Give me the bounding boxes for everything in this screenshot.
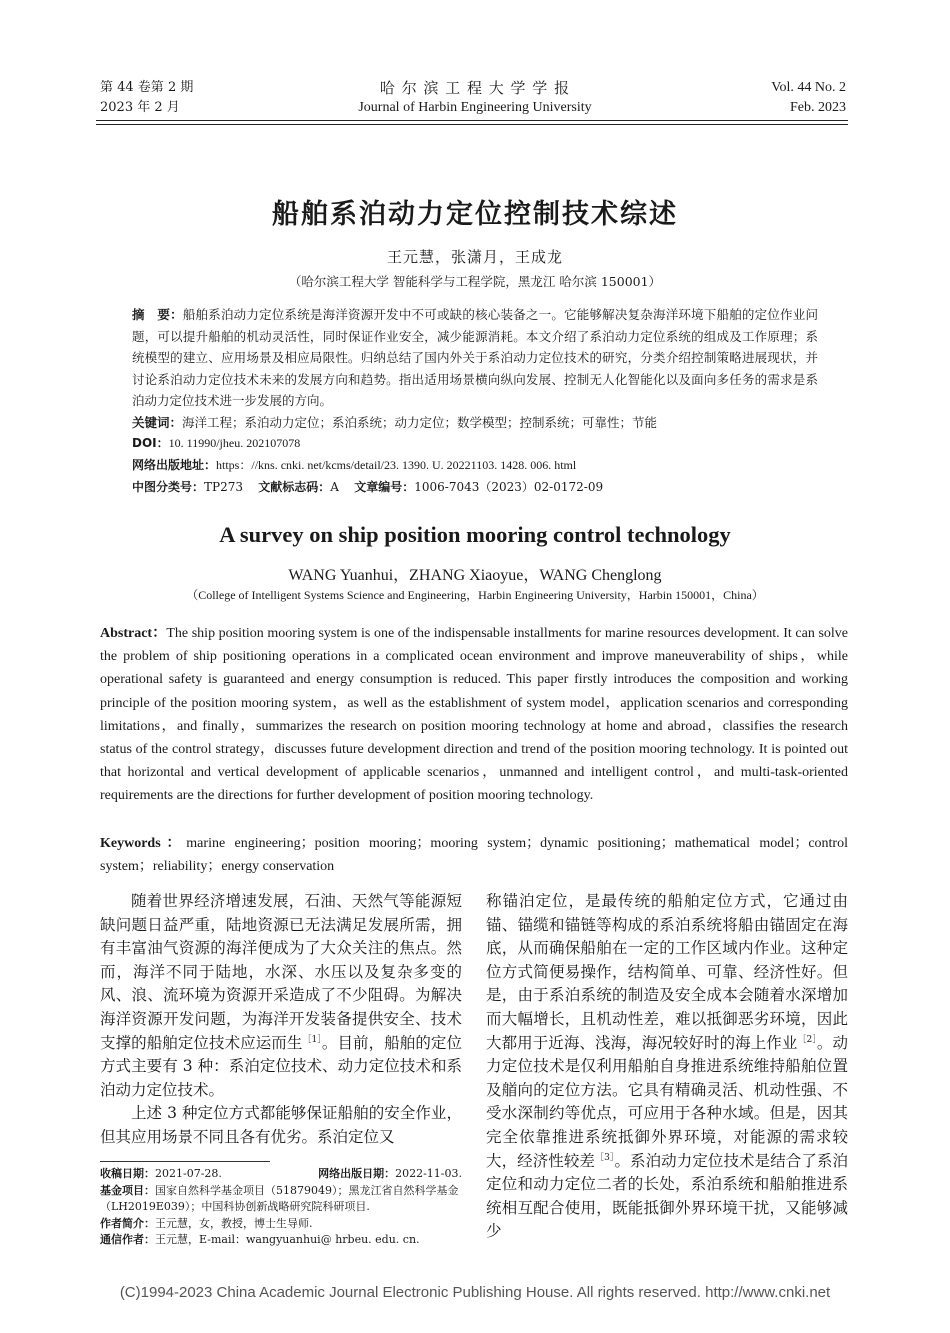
header-rule xyxy=(96,120,848,121)
abstract-cn-text: 船舶系泊动力定位系统是海洋资源开发中不可或缺的核心装备之一。它能够解决复杂海洋环境下船舶的定位作业问题，可以提升船舶的机动灵活性，同时保证作业安全，减少能源消耗。本文介绍了系泊动力定位系统的组成及工作原理；系统模型的建立、应用场景及相应局限性。归纳总结了国内外关于系泊动力定位技术的研究，分类介绍控制策略进展现状，并讨论系泊动力定位技术未来的发展方向和趋势。指出适用场景横向纵向发展、控制无人化智能化以及面向多任务的需求是系泊动力定位技术进一步发展的方向。 xyxy=(132,307,818,408)
author-bio-value: 王元慧，女，教授，博士生导师. xyxy=(155,1216,313,1230)
affiliation-en: （College of Intelligent Systems Science and Engineering，Harbin Engineering University，Harbin 150001，China） xyxy=(186,588,764,602)
doi-label: DOI： xyxy=(132,436,169,450)
issue-date: 2023 年 2 月 xyxy=(100,100,180,115)
fund-line xyxy=(100,1183,462,1216)
online-url-line xyxy=(132,456,832,475)
body-text: 。系泊动力定位技术是结合了系泊定位和动力定位二者的长处，系泊系统和船舶推进系统相互配合使用，既能抵御外界环境干扰，又能够减少 xyxy=(486,1151,848,1241)
body-text: 。动力定位技术是仅利用船舶自身推进系统维持船舶位置及艏向的定位方法。它具有精确灵活、机动性强、不受水深制约等优点，可应用于各种水域。但是，因其完全依靠推进系统抵御外界环境，对能源的需求较大，经济性较差 xyxy=(486,1033,848,1170)
journal-name-en: Journal of Harbin Engineering University xyxy=(358,100,592,115)
clc-value: TP273 xyxy=(204,480,243,494)
received-date-line xyxy=(100,1166,462,1183)
corresponding-label: 通信作者： xyxy=(100,1233,155,1246)
doc-code-label: 文献标志码： xyxy=(258,480,331,494)
corresponding-value: 王元慧，E-mail：wangyuanhui@ hrbeu. edu. cn. xyxy=(155,1233,420,1246)
volume-en: Vol. 44 No. 2 xyxy=(771,80,846,95)
online-date-label: 网络出版日期： xyxy=(318,1167,396,1180)
keywords-en-text: marine engineering；position mooring；mooring system；dynamic positioning；mathematical model；control system；reliability；energy conservation xyxy=(100,836,848,875)
citation-3: ［3］ xyxy=(595,1152,615,1163)
clc-label: 中图分类号： xyxy=(132,480,205,494)
classification-line xyxy=(132,478,832,497)
author-bio-line xyxy=(100,1216,462,1233)
corresponding-author-line xyxy=(100,1232,462,1249)
abstract-en-text: The ship position mooring system is one of the indispensable installments for marine resources development. It can solve the problem of ship positioning operations in a complicated ocean environment and improve maneuverability of ships，while operational safety is guaranteed and energy consumption is reduced. This paper firstly introduces the composition and working principle of the position mooring system，as well as the establishment of system model，application scenarios and corresponding limitations，and finally，summarizes the research on position mooring technology at home and abroad，classifies the research status of the control strategy，discusses future development direction and trend of the position mooring technology. It is pointed out that horizontal and vertical development of applicable scenarios，unmanned and intelligent control，and multi-task-oriented requirements are the directions for further development of position mooring technology. xyxy=(100,626,848,804)
keywords-cn xyxy=(132,412,818,434)
body-paragraph xyxy=(486,890,848,1244)
body-text: 。目前，船舶的定位方式主要有 3 种：系泊定位技术、动力定位技术和系泊动力定位技术。 xyxy=(100,1033,462,1099)
date-en: Feb. 2023 xyxy=(790,100,846,115)
issue-volume: 第 44 卷第 2 期 xyxy=(100,80,194,95)
abstract-en-label: Abstract： xyxy=(100,626,167,641)
abstract-en xyxy=(100,622,848,808)
body-paragraph xyxy=(100,890,462,1102)
copyright-line: (C)1994-2023 China Academic Journal Electronic Publishing House. All rights reserved. http://www.cnki.net xyxy=(119,1284,831,1301)
article-no-value: 1006-7043（2023）02-0172-09 xyxy=(414,480,604,494)
fund-value: 国家自然科学基金项目（51879049）；黑龙江省自然科学基金（LH2019E039）；中国科协创新战略研究院科研项目. xyxy=(100,1183,459,1213)
affiliation-cn: （哈尔滨工程大学 智能科学与工程学院，黑龙江 哈尔滨 150001） xyxy=(288,274,662,289)
header-rule-thin xyxy=(96,124,848,125)
author-bio-label: 作者简介： xyxy=(100,1216,155,1230)
online-date-value: 2022-11-03. xyxy=(395,1167,462,1180)
footnotes xyxy=(100,1166,462,1249)
abstract-cn xyxy=(132,304,818,433)
body-text: 随着世界经济增速发展，石油、天然气等能源短缺问题日益严重，陆地资源已无法满足发展所需，拥有丰富油气资源的海洋便成为了大众关注的焦点。然而，海洋不同于陆地，水深、水压以及复杂多变的风、浪、流环境为资源开采造成了不少阻碍。为解决海洋资源开发问题，为海洋开发装备提供安全、技术支撑的船舶定位技术应运而生 xyxy=(100,892,462,1052)
paper-title-en: A survey on ship position mooring control technology xyxy=(219,522,731,547)
journal-name-cn: 哈 尔 滨 工 程 大 学 学 报 xyxy=(379,79,571,97)
doi-value: 10. 11990/jheu. 202107078 xyxy=(168,436,301,450)
keywords-en-label: Keywords： xyxy=(100,836,187,851)
doi-line xyxy=(132,434,832,453)
online-url-value: https：//kns. cnki. net/kcms/detail/23. 1390. U. 20221103. 1428. 006. html xyxy=(216,458,577,472)
received-label: 收稿日期： xyxy=(100,1167,155,1180)
citation-2: ［2］ xyxy=(797,1034,817,1045)
received-value: 2021-07-28. xyxy=(155,1167,222,1180)
abstract-cn-label: 摘 要： xyxy=(132,307,183,322)
body-column-right xyxy=(486,890,848,1244)
body-column-left xyxy=(100,890,462,1150)
keywords-en xyxy=(100,832,848,878)
body-paragraph: 上述 3 种定位方式都能够保证船舶的安全作业，但其应用场景不同且各有优劣。系泊定位又 xyxy=(100,1104,462,1146)
body-text: 称锚泊定位，是最传统的船舶定位方式，它通过由锚、锚缆和锚链等构成的系泊系统将船由锚固定在海底，从而确保船舶在一定的工作区域内作业。这种定位方式简便易操作，结构简单、可靠、经济性好。但是，由于系泊系统的制造及安全成本会随着水深增加而大幅增长，且机动性差，难以抵御恶劣环境，因此大都用于近海、浅海，海况较好时的海上作业 xyxy=(486,892,848,1052)
citation-1: ［1］ xyxy=(302,1034,322,1045)
article-no-label: 文章编号： xyxy=(354,480,415,494)
fund-label: 基金项目： xyxy=(100,1183,155,1197)
keywords-cn-label: 关键词： xyxy=(132,414,183,430)
online-url-label: 网络出版地址： xyxy=(132,458,217,472)
paper-title-cn: 船舶系泊动力定位控制技术综述 xyxy=(272,199,678,230)
authors-cn: 王元慧，张潇月，王成龙 xyxy=(386,248,563,266)
doc-code-value: A xyxy=(330,480,339,494)
keywords-cn-text: 海洋工程；系泊动力定位；系泊系统；动力定位；数学模型；控制系统；可靠性；节能 xyxy=(182,414,658,430)
footnote-rule xyxy=(100,1161,270,1162)
authors-en: WANG Yuanhui，ZHANG Xiaoyue，WANG Chenglong xyxy=(288,567,662,584)
